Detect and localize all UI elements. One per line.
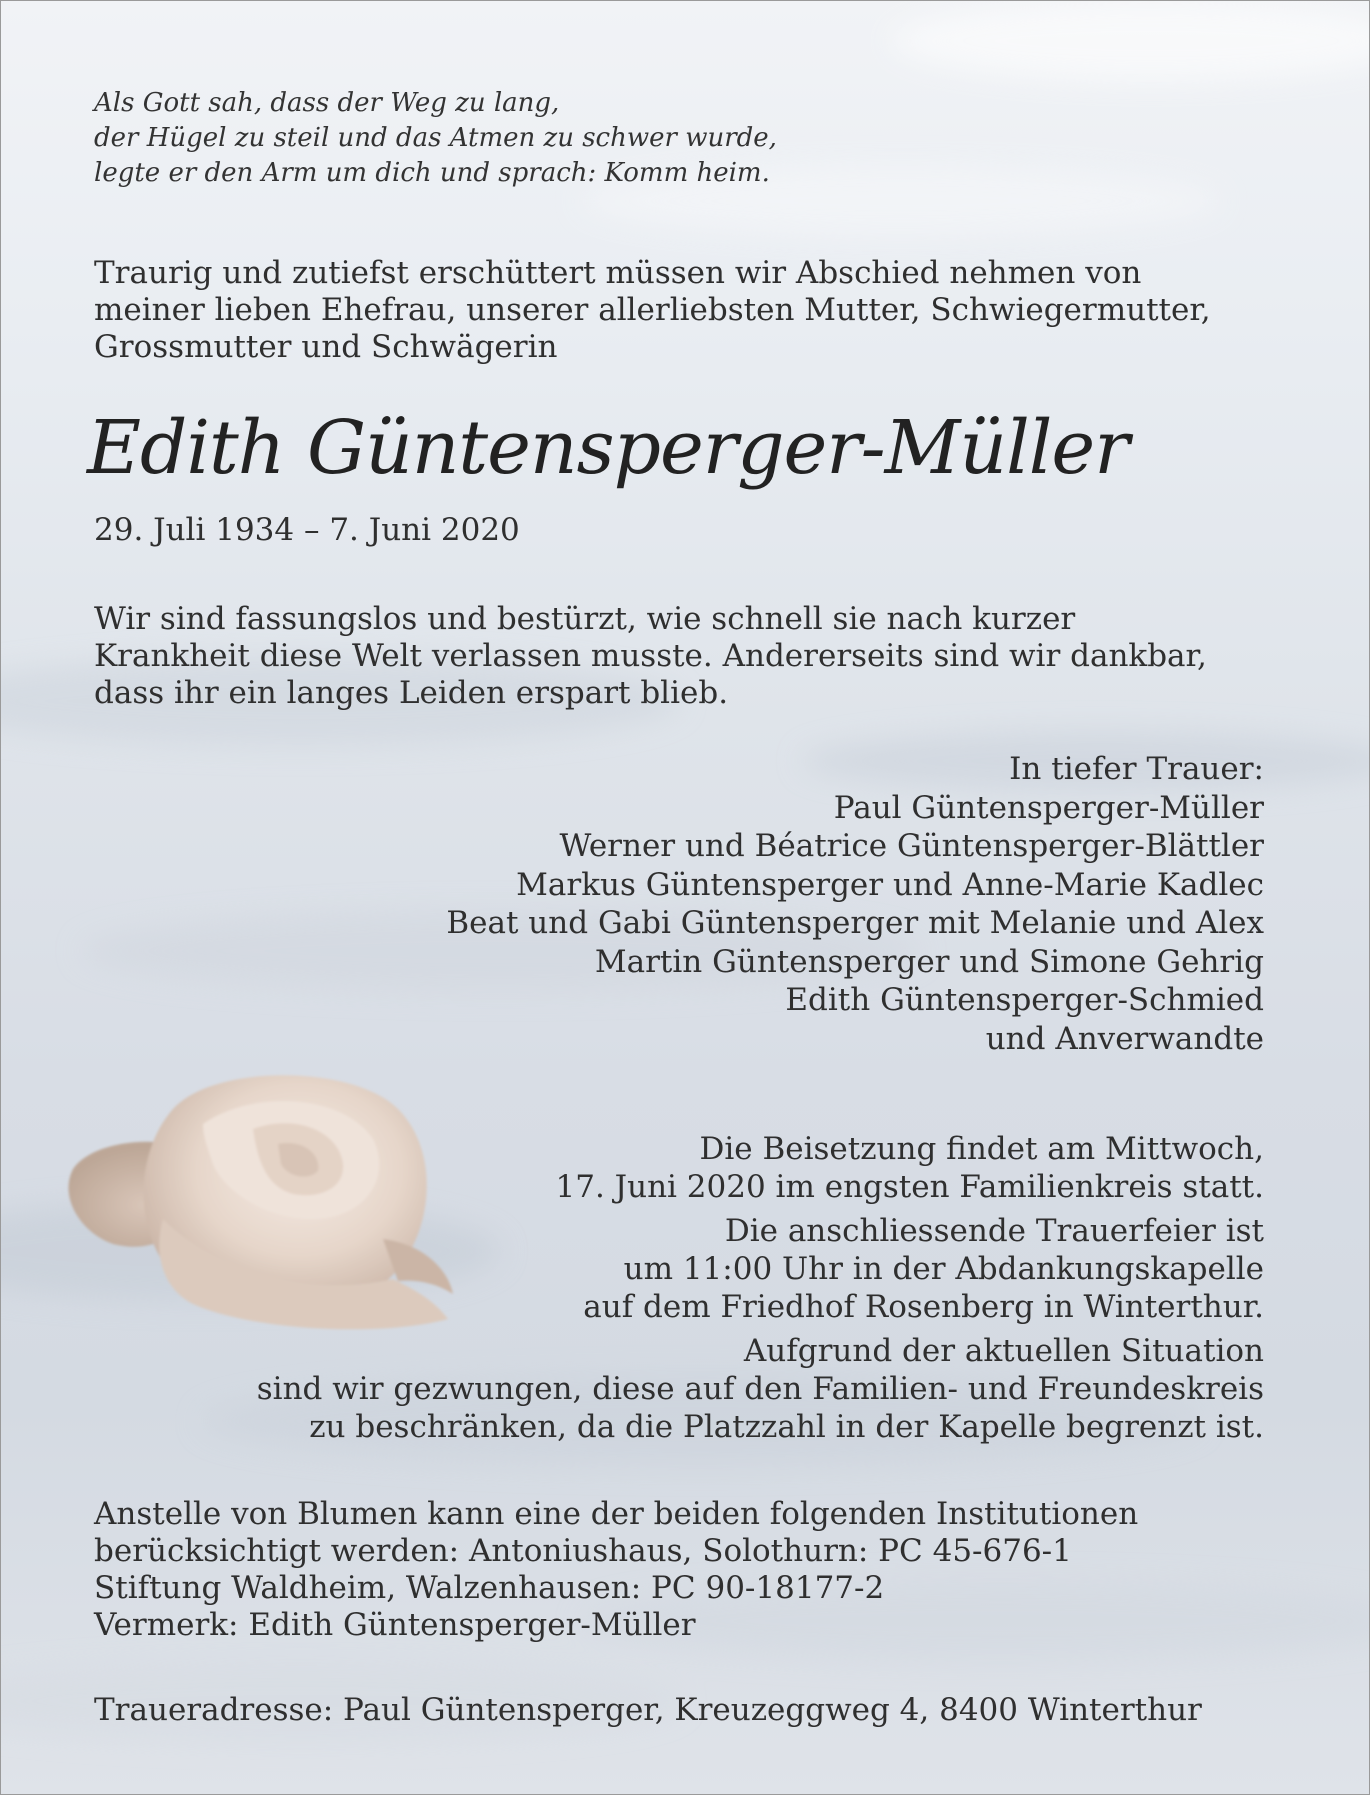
donation-info (94, 1496, 1138, 1644)
mourner-name: Paul Güntensperger-Müller (833, 789, 1264, 826)
mourner-name: Edith Güntensperger-Schmied (785, 982, 1264, 1018)
mourner-name: Werner und Béatrice Güntensperger-Blättler (559, 828, 1264, 864)
intro-line: Grossmutter und Schwägerin (94, 329, 558, 365)
family-words (94, 601, 1207, 712)
poem-line: der Hügel zu steil und das Atmen zu schwer wurde, (94, 123, 777, 153)
funeral-details (257, 1130, 1264, 1446)
donation-line: Anstelle von Blumen kann eine der beiden folgenden Institutionen (94, 1496, 1139, 1532)
mourner-name: Beat und Gabi Güntensperger mit Melanie und Alex (446, 905, 1264, 941)
intro-line: Traurig und zutiefst erschüttert müssen wir Abschied nehmen von (94, 255, 1142, 291)
donation-line: berücksichtigt werden: Antoniushaus, Solothurn: PC 45-676-1 (94, 1533, 1072, 1569)
mourners-heading: In tiefer Trauer: (1009, 751, 1264, 787)
service-line: Die anschliessende Trauerfeier ist (724, 1213, 1264, 1249)
donation-line: Stiftung Waldheim, Walzenhausen: PC 90-18177-2 (94, 1570, 885, 1606)
mourners-list (446, 750, 1264, 1058)
poem (94, 86, 777, 191)
words-line: Krankheit diese Welt verlassen musste. Andererseits sind wir dankbar, (94, 638, 1207, 674)
restriction-line: Aufgrund der aktuellen Situation (743, 1333, 1264, 1369)
restriction-line: sind wir gezwungen, diese auf den Familien- und Freundeskreis (256, 1371, 1264, 1407)
service-line: auf dem Friedhof Rosenberg in Winterthur. (583, 1289, 1264, 1325)
mourner-name: Markus Güntensperger und Anne-Marie Kadlec (516, 866, 1264, 903)
burial-line: Die Beisetzung findet am Mittwoch, (699, 1131, 1264, 1167)
intro-paragraph (94, 255, 1211, 366)
poem-line: Als Gott sah, dass der Weg zu lang, (94, 88, 560, 118)
mourner-name: Martin Güntensperger und Simone Gehrig (594, 943, 1264, 980)
donation-line: Vermerk: Edith Güntensperger-Müller (94, 1607, 696, 1643)
service-line: um 11:00 Uhr in der Abdankungskapelle (623, 1251, 1264, 1287)
intro-line: meiner lieben Ehefrau, unserer allerliebsten Mutter, Schwiegermutter, (94, 292, 1211, 328)
life-dates: 29. Juli 1934 – 7. Juni 2020 (94, 512, 520, 548)
words-line: Wir sind fassungslos und bestürzt, wie schnell sie nach kurzer (94, 601, 1076, 637)
poem-line: legte er den Arm um dich und sprach: Komm heim. (94, 158, 770, 188)
restriction-line: zu beschränken, da die Platzzahl in der Kapelle begrenzt ist. (309, 1409, 1264, 1445)
mourner-name: und Anverwandte (985, 1020, 1264, 1057)
words-line: dass ihr ein langes Leiden erspart blieb. (94, 675, 729, 711)
burial-line: 17. Juni 2020 im engsten Familienkreis statt. (555, 1169, 1264, 1205)
deceased-name: Edith Güntensperger-Müller (87, 405, 1129, 491)
mourning-address: Traueradresse: Paul Güntensperger, Kreuzeggweg 4, 8400 Winterthur (94, 1692, 1202, 1728)
